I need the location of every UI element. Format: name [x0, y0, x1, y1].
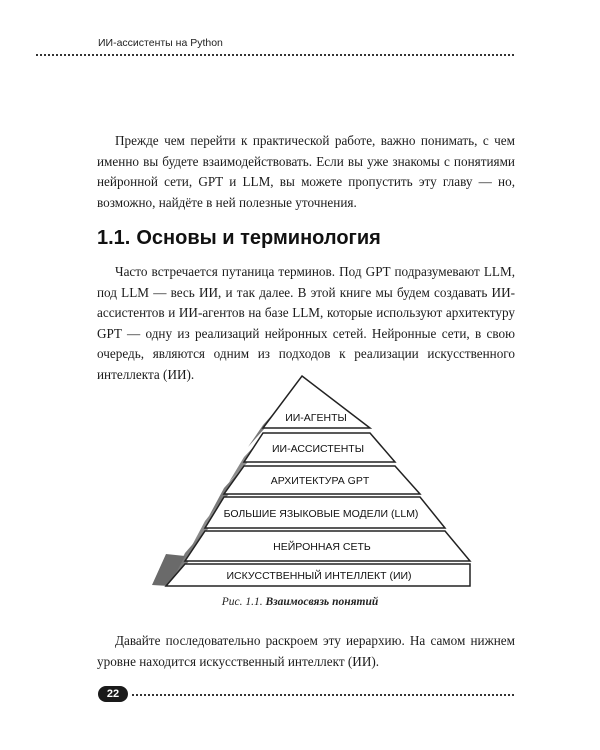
- running-head: ИИ-ассистенты на Python: [98, 37, 223, 49]
- label-ai-assistants: ИИ-АССИСТЕНТЫ: [271, 443, 365, 455]
- label-llm: БОЛЬШИЕ ЯЗЫКОВЫЕ МОДЕЛИ (LLM): [223, 508, 419, 520]
- section-title: Основы и терминология: [136, 227, 381, 249]
- intro-paragraph: Прежде чем перейти к практической работе, важно понимать, с чем именно вы будете взаимодействовать. Если вы уже знакомы с понятиями нейронной сети, GPT и LLM, вы можете пропустить эту главу — но, возможно, найдёте в ней полезные уточнения.: [97, 133, 515, 210]
- label-ai-agents: ИИ-АГЕНТЫ: [285, 412, 347, 424]
- figure-caption: [0, 596, 600, 608]
- label-gpt-architecture: АРХИТЕКТУРА GPT: [270, 475, 370, 487]
- page-number: 22: [98, 686, 128, 702]
- caption-prefix: Рис. 1.1.: [221, 596, 263, 608]
- caption-title: Взаимосвязь понятий: [265, 596, 379, 608]
- closing-paragraph: Давайте последовательно раскроем эту иерархию. На самом нижнем уровне находится искусственный интеллект (ИИ).: [97, 633, 515, 669]
- section-paragraph: Часто встречается путаница терминов. Под GPT подразумевают LLM, под LLM — весь ИИ, и так далее. В этой книге мы будем создавать ИИ-ассистентов и ИИ-агентов на базе LLM, которые используют архитектуру GPT — одну из реализаций нейронных сетей. Нейронные сети, в свою очередь, являются одним из подходов к реализации искусственного интеллекта (ИИ).: [97, 264, 515, 382]
- section-number: 1.1.: [97, 227, 131, 249]
- label-neural-network: НЕЙРОННАЯ СЕТЬ: [273, 541, 371, 553]
- footer-divider: [132, 694, 514, 696]
- label-artificial-intelligence: ИСКУССТВЕННЫЙ ИНТЕЛЛЕКТ (ИИ): [226, 570, 412, 582]
